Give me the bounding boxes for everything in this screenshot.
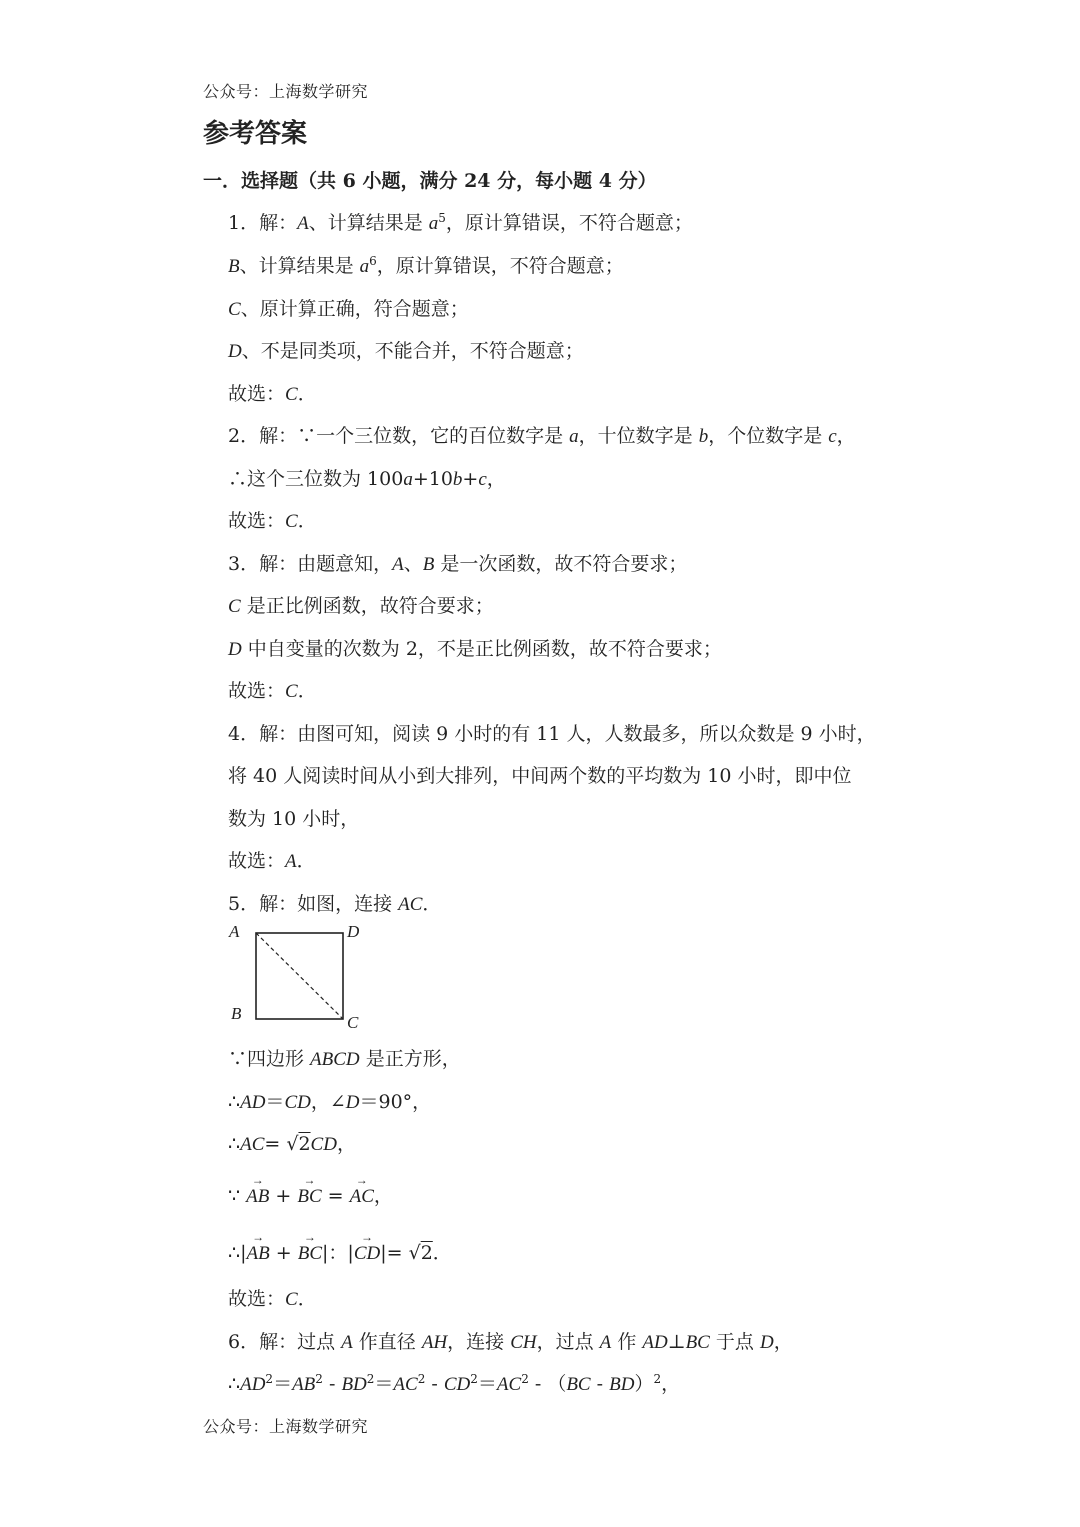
q5-line-4: ∴AC= √2CD， xyxy=(228,1133,356,1155)
q1-line-1: 1．解：A、计算结果是 $a^5$，原计算错误，不符合题意； xyxy=(228,211,693,234)
q5-line-3: ∴AD＝CD，∠D＝90°， xyxy=(228,1091,432,1113)
q5-line-5: ∵ → AB + → BC = → AC， xyxy=(228,1181,393,1208)
q3-line-1: 3．解：由题意知，A、B 是一次函数，故不符合要求； xyxy=(228,553,688,575)
q5-line-1: 5．解：如图，连接 AC． xyxy=(228,893,442,915)
page-title: 参考答案 xyxy=(203,119,308,149)
q5-line-6: ∴|→ AB + → BC|：|→ CD|= √2． xyxy=(228,1238,452,1265)
figure-label-c: C xyxy=(347,1013,359,1032)
q3-line-2: C 是正比例函数，故符合要求； xyxy=(228,595,494,617)
q6-line-2: $\therefore AD^2=AB^2 - BD^2=AC^2 - CD^2=AC^2 - (BC - BD)^2$， xyxy=(228,1372,681,1395)
section-heading: 一．选择题（共 6 小题，满分 24 分，每小题 4 分） xyxy=(203,170,657,192)
q4-line-1: 4．解：由图可知，阅读 9 小时的有 11 人，人数最多，所以众数是 9 小时， xyxy=(228,723,876,745)
q2-line-1: 2．解：∵一个三位数，它的百位数字是 a，十位数字是 b，个位数字是 c， xyxy=(228,425,856,447)
square-figure xyxy=(250,928,350,1023)
q1-line-2: B、计算结果是 $a^6$，原计算错误，不符合题意； xyxy=(228,254,624,277)
q1-line-4: D、不是同类项，不能合并，不符合题意； xyxy=(228,340,584,362)
q5-line-2: ∵四边形 ABCD 是正方形， xyxy=(228,1048,461,1070)
q2-answer: 故选：C． xyxy=(228,510,317,532)
q4-answer: 故选：A． xyxy=(228,850,316,872)
q5-answer: 故选：C． xyxy=(228,1288,317,1310)
q1-answer: 故选：C． xyxy=(228,383,317,405)
figure-label-a: A xyxy=(229,922,240,941)
q4-line-2: 将 40 人阅读时间从小到大排列，中间两个数的平均数为 10 小时，即中位 xyxy=(228,765,852,787)
page-header: 公众号：上海数学研究 xyxy=(203,82,369,101)
page-footer: 公众号：上海数学研究 xyxy=(203,1417,369,1436)
figure-label-d: D xyxy=(347,922,360,941)
q3-line-3: D 中自变量的次数为 2，不是正比例函数，故不符合要求； xyxy=(228,638,722,660)
q2-line-2: ∴这个三位数为 100a+10b+c， xyxy=(228,468,506,490)
figure-label-b: B xyxy=(231,1004,242,1023)
q4-line-3: 数为 10 小时， xyxy=(228,808,360,830)
q6-line-1: 6．解：过点 A 作直径 AH，连接 CH，过点 A 作 AD⊥BC 于点 D， xyxy=(228,1331,793,1353)
q1-line-3: C、原计算正确，符合题意； xyxy=(228,298,469,320)
q3-answer: 故选：C． xyxy=(228,680,317,702)
